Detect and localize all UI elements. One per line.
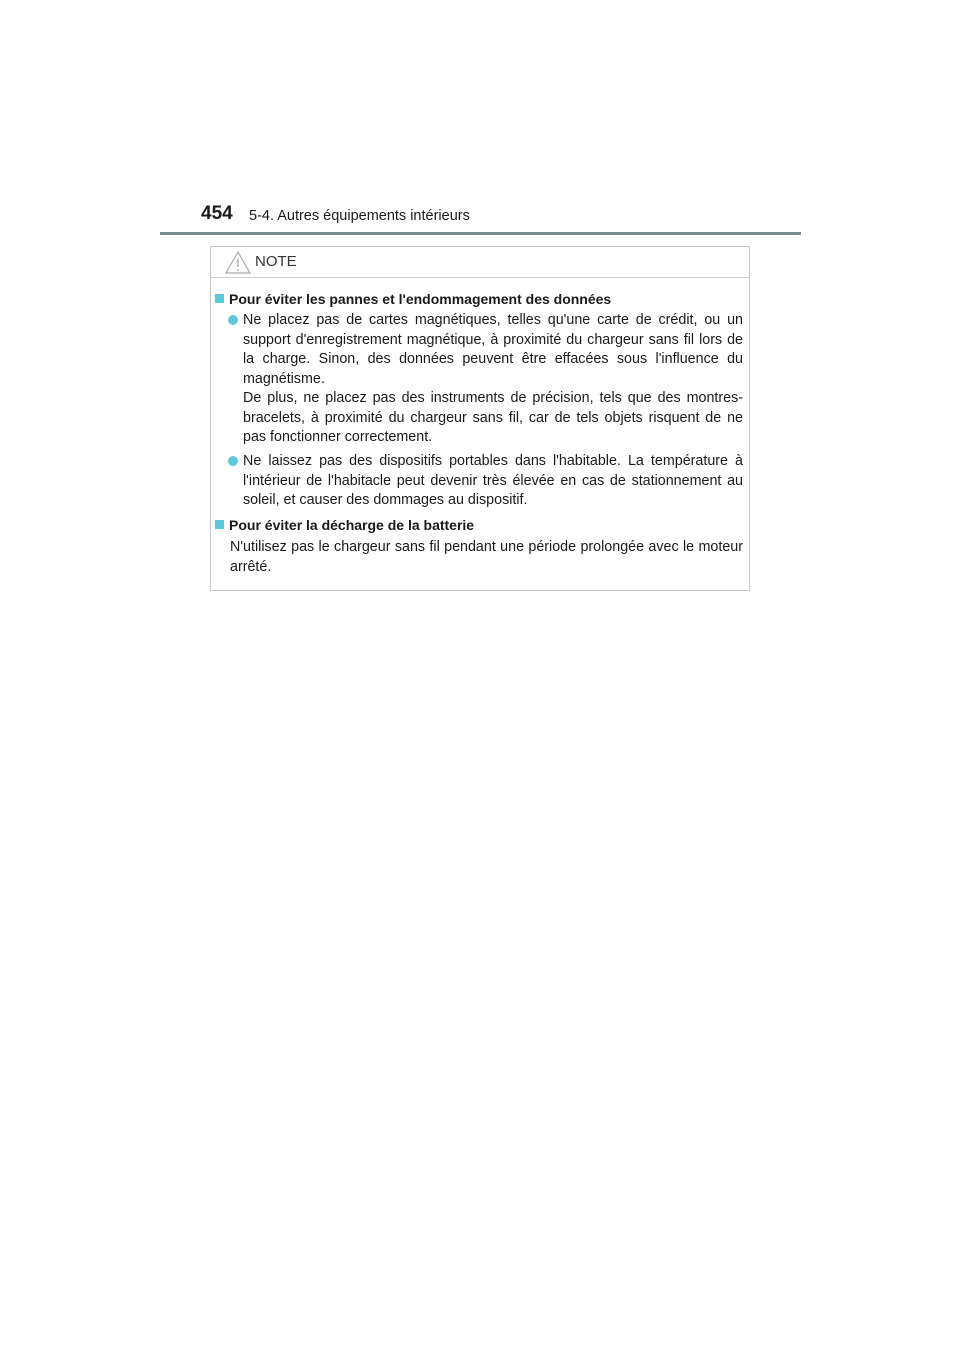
note-header (211, 247, 749, 278)
section-heading: Pour éviter la décharge de la batterie (215, 515, 474, 535)
warning-triangle-icon (225, 251, 251, 274)
bullet-paragraph: Ne laissez pas des dispositifs portables dans l'habitable. La température à l'intérieur de l'habitacle peut devenir très élevée en cas de stationnement au soleil, et causer des dommages au dispositif. (243, 453, 743, 508)
section-title: 5-4. Autres équipements intérieurs (249, 208, 470, 224)
bullet-icon (228, 456, 238, 466)
bullet-paragraph: Ne placez pas de cartes magnétiques, telles qu'une carte de crédit, ou un support d'enregistrement magnétique, à proximité du chargeur sans fil lors de la charge. Sinon, des données peuvent être effacées sous l'influence du magnétisme. (243, 312, 743, 387)
section-heading: Pour éviter les pannes et l'endommagement des données (215, 289, 611, 309)
section-paragraph: N'utilisez pas le chargeur sans fil pendant une période prolongée avec le moteur arrêté. (230, 539, 743, 575)
square-bullet-icon (215, 520, 224, 529)
bullet-paragraph: De plus, ne placez pas des instruments de précision, tels que des montres-bracelets, à proximité du chargeur sans fil, car de tels objets risquent de ne pas fonctionner correctement. (243, 390, 743, 445)
note-title: NOTE (255, 253, 297, 270)
page-number: 454 (201, 203, 233, 224)
header-rule (160, 232, 801, 235)
note-box (210, 246, 750, 591)
bullet-icon (228, 315, 238, 325)
square-bullet-icon (215, 294, 224, 303)
